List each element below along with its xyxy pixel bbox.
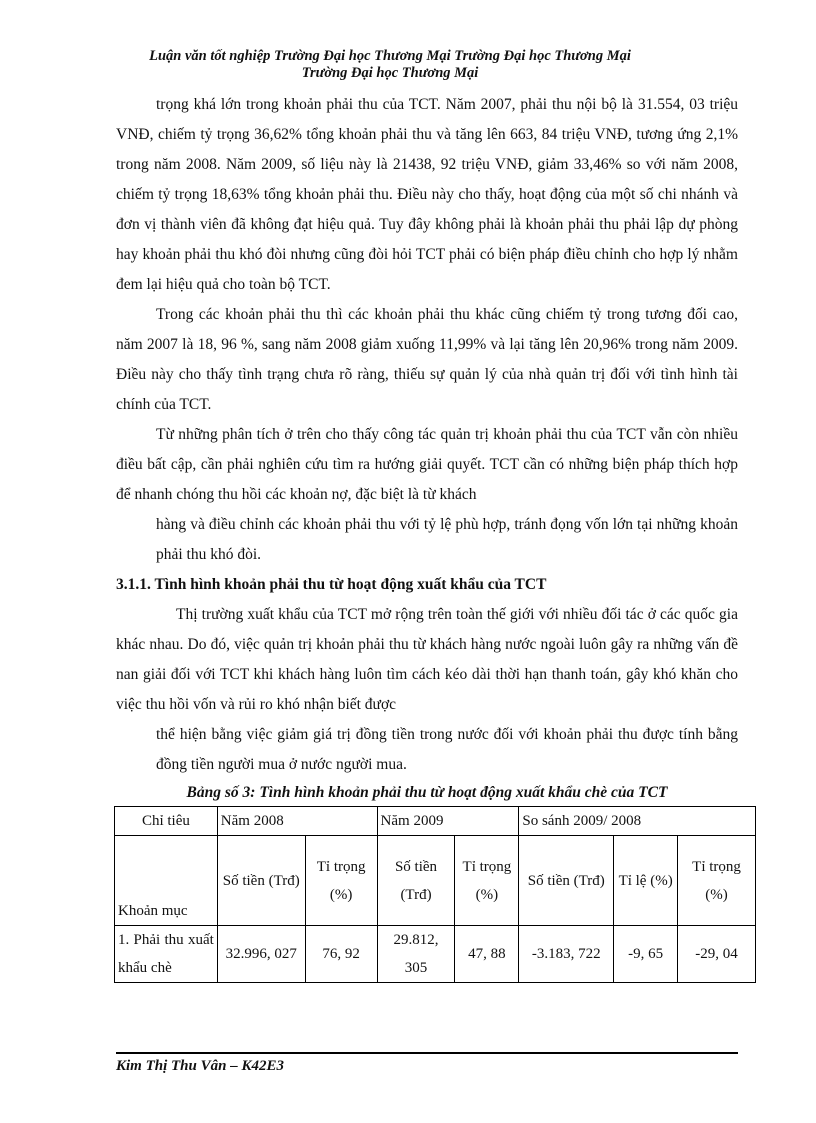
- row-label: 1. Phải thu xuất khẩu chè: [115, 926, 218, 983]
- cell-so-tien-so-sanh: -3.183, 722: [519, 926, 614, 983]
- paragraph-4: hàng và điều chỉnh các khoản phải thu với tỷ lệ phù hợp, tránh đọng vốn lớn tại những khoản phải thu khó đòi.: [156, 516, 738, 563]
- table-header-row-1: [115, 807, 756, 836]
- header-ti-trong-2009: Tỉ trọng (%): [455, 836, 519, 926]
- header-nam-2008: Năm 2008: [217, 807, 377, 836]
- header-chi-tieu: Chỉ tiêu: [115, 807, 218, 836]
- header-line-2: Trường Đại học Thương Mại: [301, 65, 479, 81]
- body-text: [116, 90, 741, 983]
- header-so-sanh: So sánh 2009/ 2008: [519, 807, 756, 836]
- header-line-1: Luận văn tốt nghiệp Trường Đại học Thương Mại Trường Đại học Thương Mại: [149, 48, 631, 64]
- header-so-tien-so-sanh: Số tiền (Trđ): [519, 836, 614, 926]
- section-heading: 3.1.1. Tình hình khoản phải thu từ hoạt động xuất khẩu của TCT: [116, 576, 547, 593]
- paragraph-1: trọng khá lớn trong khoản phải thu của TCT. Năm 2007, phải thu nội bộ là 31.554, 03 triệu VNĐ, chiếm tỷ trọng 36,62% tổng khoản phải thu và tăng lên 663, 84 triệu VNĐ, tương ứng 2,1% trong năm 2008. Năm 2009, số liệu này là 21438, 92 triệu VNĐ, giảm 33,46% so với năm 2008, chiếm tỷ trọng 18,63% tổng khoản phải thu. Điều này cho thấy, hoạt động của một số chi nhánh và đơn vị thành viên đã không đạt hiệu quả. Tuy đây không phải là khoản phải thu phải lập dự phòng hay khoản phải thu khó đòi nhưng cũng đòi hỏi TCT phải có biện pháp điều chỉnh cho hợp lý nhằm đem lại hiệu quả cho toàn bộ TCT.: [116, 96, 738, 293]
- paragraph-5: Thị trường xuất khẩu của TCT mở rộng trên toàn thế giới với nhiều đối tác ở các quốc gia khác nhau. Do đó, việc quản trị khoản phải thu từ khách hàng nước ngoài luôn gây ra những vấn đề nan giải đối với TCT khi khách hàng luôn tìm cách kéo dài thời hạn thanh toán, gây khó khăn cho việc thu hồi vốn và rủi ro khó nhận biết được: [116, 606, 738, 713]
- header-khoan-muc: Khoản mục: [115, 836, 218, 926]
- paragraph-2: Trong các khoản phải thu thì các khoản phải thu khác cũng chiếm tỷ trong tương đối cao, năm 2007 là 18, 96 %, sang năm 2008 giảm xuống 11,99% và lại tăng lên 20,96% trong năm 2009. Điều này cho thấy tình trạng chưa rõ ràng, thiếu sự quản lý của nhà quản trị đối với tình hình tài chính của TCT.: [116, 306, 738, 413]
- table-row: [115, 926, 756, 983]
- page-header: [110, 48, 670, 82]
- cell-ti-le-so-sanh: -9, 65: [614, 926, 678, 983]
- header-so-tien-2008: Số tiền (Trđ): [217, 836, 305, 926]
- footer-divider: [116, 1052, 738, 1054]
- cell-ti-trong-so-sanh: -29, 04: [678, 926, 756, 983]
- cell-ti-trong-2009: 47, 88: [455, 926, 519, 983]
- cell-so-tien-2009: 29.812, 305: [377, 926, 455, 983]
- cell-ti-trong-2008: 76, 92: [305, 926, 377, 983]
- table-header-row-2: [115, 836, 756, 926]
- header-nam-2009: Năm 2009: [377, 807, 519, 836]
- paragraph-6: thể hiện bằng việc giảm giá trị đồng tiền trong nước đối với khoản phải thu được tính bằng đồng tiền người mua ở nước người mua.: [156, 726, 738, 773]
- cell-so-tien-2008: 32.996, 027: [217, 926, 305, 983]
- page-footer: Kim Thị Thu Vân – K42E3: [116, 1058, 284, 1074]
- table-caption: Bảng số 3: Tình hình khoản phải thu từ hoạt động xuất khẩu chè của TCT: [186, 784, 668, 801]
- header-so-tien-2009: Số tiền (Trđ): [377, 836, 455, 926]
- paragraph-3: Từ những phân tích ở trên cho thấy công tác quản trị khoản phải thu của TCT vẫn còn nhiều điều bất cập, cần phải nghiên cứu tìm ra hướng giải quyết. TCT cần có những biện pháp thích hợp để nhanh chóng thu hồi các khoản nợ, đặc biệt là từ khách: [116, 426, 738, 503]
- header-ti-trong-2008: Tỉ trọng (%): [305, 836, 377, 926]
- receivables-table: [114, 806, 756, 983]
- header-ti-trong-so-sanh: Tỉ trọng (%): [678, 836, 756, 926]
- header-ti-le-so-sanh: Tỉ lệ (%): [614, 836, 678, 926]
